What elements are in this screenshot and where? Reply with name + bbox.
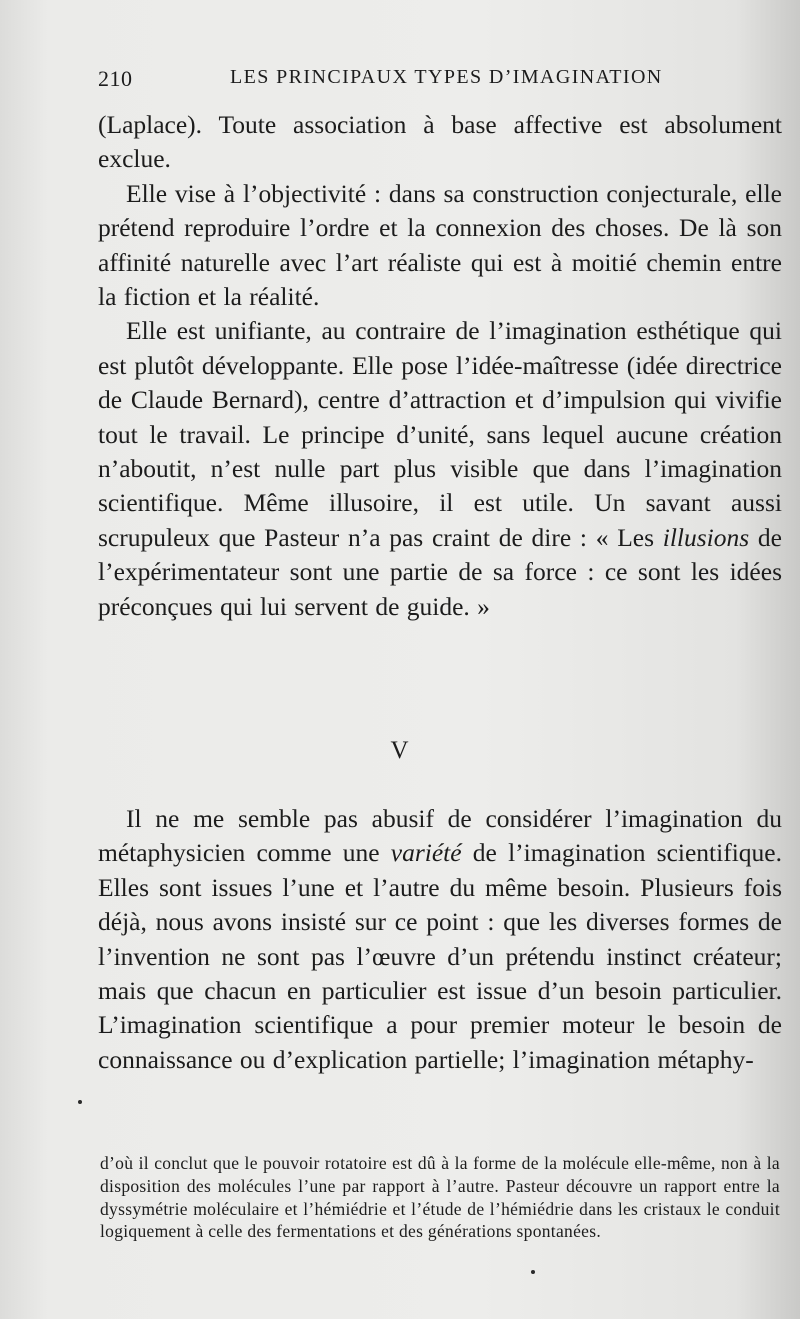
running-title: LES PRINCIPAUX TYPES D’IMAGINATION <box>230 66 663 88</box>
print-speck-mark <box>78 1100 82 1104</box>
print-speck-mark <box>531 1270 535 1274</box>
footnote-text: d’où il conclut que le pouvoir rotatoire est dû à la forme de la molécule elle-même, non à la disposition des molécules l’une par rapport à l’autre. Pasteur découvre un rapport entre la dyssymétrie moléculaire et l’hémiédrie et l’étude de l’hémiédrie dans les cristaux le conduit logiquement à celle des fermentations et des générations spontanées. <box>100 1153 780 1242</box>
section-text-block <box>98 802 782 1077</box>
paragraph-unifying-text: Elle est unifiante, au contraire de l’imagination esthétique qui est plutôt développante. Elle pose l’idée-maîtresse (idée directrice de Claude Bernard), centre d’attraction et d’impulsion qui vivifie tout le travail. Le principe d’unité, sans lequel aucune création n’aboutit, n’est nulle part plus visible que dans l’imagination scientifique. Même illusoire, il est utile. Un savant aussi scrupuleux que Pasteur n’a pas craint de dire : « Les <box>98 316 782 552</box>
paragraph-metaphysician-text: Il ne me semble pas abusif de considérer l’imagination du métaphysicien comme une <box>98 804 782 868</box>
page-number: 210 <box>98 66 133 91</box>
paragraph-unifying <box>98 314 782 624</box>
footnote <box>100 1152 780 1243</box>
paragraph-unifying-text-end: de l’expérimentateur sont une partie de sa force : ce sont les idées préconçues qui lui servent de guide. » <box>98 522 782 621</box>
paragraph-metaphysician <box>98 802 782 1077</box>
main-text-block <box>98 108 782 624</box>
paragraph-metaphysician-text-end: de l’imagination scientifique. Elles sont issues l’une et l’autre du même besoin. Plusieurs fois déjà, nous avons insisté sur ce point : que les diverses formes de l’invention ne sont pas l’œuvre d’un prétendu instinct créateur; mais que chacun en particulier est issue d’un besoin particulier. L’imagination scientifique a pour premier moteur le besoin de connaissance ou d’explication partielle; l’imagination métaphy- <box>98 838 782 1074</box>
paragraph-continuation: (Laplace). Toute association à base affective est absolument exclue. <box>98 110 782 174</box>
page-header <box>98 62 698 94</box>
italic-variete: variété <box>390 838 462 868</box>
italic-illusions: illusions <box>662 522 750 552</box>
paragraph-objectivity: Elle vise à l’objectivité : dans sa construction conjecturale, elle prétend reproduire l’ordre et la connexion des choses. De là son affinité naturelle avec l’art réaliste qui est à moitié chemin entre la fiction et la réalité. <box>98 178 782 312</box>
section-heading: V <box>390 737 410 764</box>
